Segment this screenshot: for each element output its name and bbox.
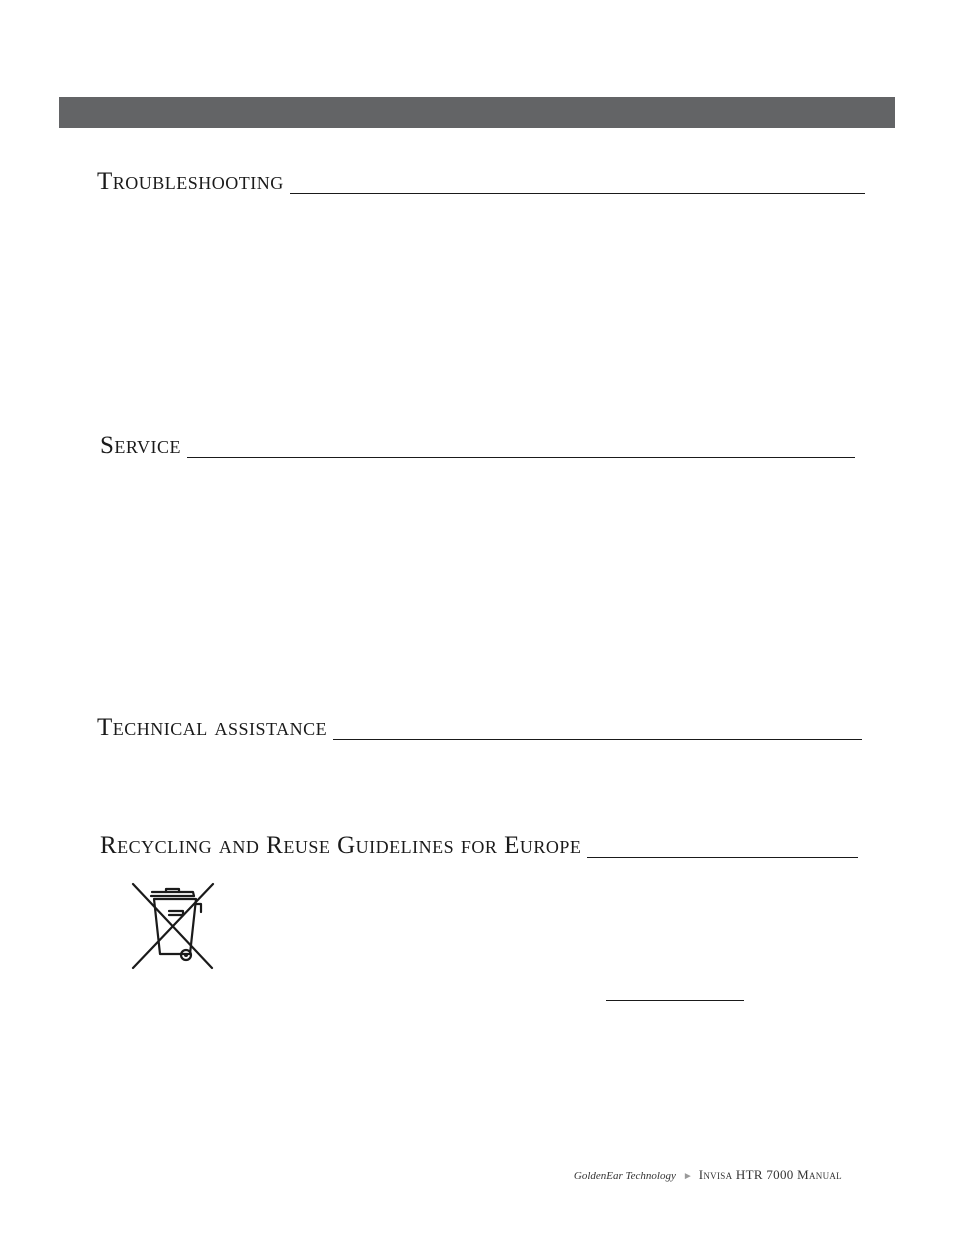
recycling-heading bbox=[100, 829, 858, 859]
troubleshooting-heading bbox=[97, 165, 865, 195]
footer-brand: GoldenEar Technology bbox=[573, 1170, 676, 1182]
crossed-out-wheelie-bin-icon bbox=[128, 880, 218, 972]
service-rule bbox=[187, 457, 855, 458]
link-underline bbox=[606, 1000, 744, 1001]
technical-assistance-rule bbox=[333, 739, 862, 740]
recycling-rule bbox=[587, 857, 858, 858]
top-header-band bbox=[59, 97, 895, 128]
footer-arrow-icon: ► bbox=[682, 1171, 693, 1182]
footer-manual-title: Invisa HTR 7000 Manual bbox=[698, 1167, 842, 1182]
service-heading bbox=[100, 429, 855, 459]
technical-assistance-title: Technical assistance bbox=[97, 714, 328, 741]
service-title: Service bbox=[100, 432, 181, 459]
troubleshooting-rule bbox=[290, 193, 865, 194]
page-footer bbox=[574, 1167, 842, 1183]
troubleshooting-title: Troubleshooting bbox=[97, 168, 284, 195]
technical-assistance-heading bbox=[97, 711, 862, 741]
recycling-title: Recycling and Reuse Guidelines for Europe bbox=[100, 832, 582, 859]
